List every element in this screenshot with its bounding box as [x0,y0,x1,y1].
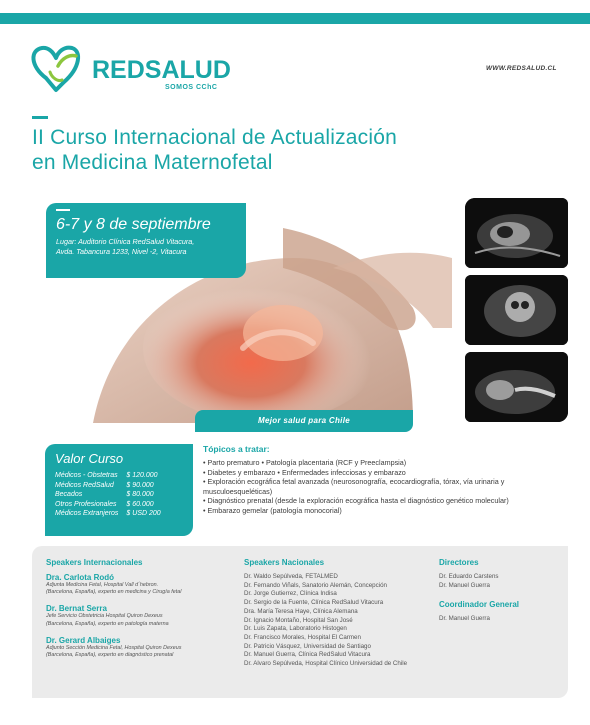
national-speaker: Dr. Francisco Morales, Hospital El Carmen [244,633,361,641]
speaker-name: Dra. Carlota Rodó [46,573,115,582]
coordinator-title: Coordinador General [439,600,520,610]
price-label: Becados [55,491,83,498]
topic-line: • Parto prematuro • Patología placentaria (RCF y Preeclampsia) [203,458,407,467]
topic-line: • Diabetes y embarazo • Enfermedades infecciosas y embarazo [203,467,406,477]
topic-line: • Exploración ecográfica fetal avanzada (neurosonografía, ecocardiografía, tórax, vía urinaria y [203,477,505,487]
speaker-desc-line: Adjunta Medicina Fetal, Hospital Vall d´hebron. [46,582,159,588]
national-speakers-column [244,558,444,669]
date-dash [56,209,70,211]
topics-title: Tópicos a tratar: [203,444,270,454]
speaker-desc-line: Adjunto Sección Medicina Fetal, Hospital Quiron Dexeus [46,644,182,651]
topics-section [203,444,573,516]
speakers-panel [32,546,568,698]
price-value: $ 80.000 [126,491,154,498]
event-info-box [46,203,246,278]
price-label: Médicos Extranjeros [55,510,119,517]
price-value: $ 120.000 [126,472,158,479]
national-speaker: Dr. Sergio de la Fuente, Clínica RedSalud Vitacura [244,599,384,607]
speaker-name: Dr. Bernat Serra [46,604,107,614]
ultrasound-image-2 [465,275,568,345]
website-link[interactable]: WWW.REDSALUD.CL [486,65,557,72]
price-table [55,471,161,519]
price-row [55,500,161,510]
national-speaker: Dr. Jorge Gutierrez, Clínica Indisa [244,590,337,598]
price-row [55,481,161,491]
ultrasound-image-3 [465,352,568,422]
brand-name: REDSALUD [92,56,231,84]
speaker-desc-line: (Barcelona, España), experto en medicina y Cirugía fetal [46,589,182,596]
topic-line: • Diagnóstico prenatal (desde la exploración ecográfica hasta el diagnóstico genético molecular) [203,496,509,506]
speaker-desc-line: Jefe Servicio Obstetricia Hospital Quiron Dexeus [46,613,163,620]
national-speaker: Dr. Fernando Viñals, Sanatorio Alemán, Concepción [244,581,387,589]
director-name: Dr. Eduardo Carstens [439,573,499,580]
event-location-2: Avda. Tabancura 1233, Nivel -2, Vitacura [56,247,187,256]
page-title [32,125,552,175]
national-speaker: Dr. Waldo Sepúlveda, FETALMED [244,573,338,580]
national-speaker: Dra. María Teresa Haye, Clínica Alemana [244,607,358,615]
price-title: Valor Curso [55,451,124,466]
price-value: $ USD 200 [126,510,161,517]
top-accent-bar [0,13,590,24]
price-row [55,509,161,519]
national-speaker: Dr. Luis Zapata, Laboratorio Histogen [244,625,347,633]
speaker-description [46,582,246,596]
price-box [45,444,193,536]
price-row [55,471,161,481]
title-dash [32,116,48,119]
brand-tagline: SOMOS CChC [165,84,218,91]
title-line-1: II Curso Internacional de Actualización [32,126,398,149]
event-date: 6-7 y 8 de septiembre [56,216,211,233]
national-speakers-title: Speakers Nacionales [244,558,325,567]
title-line-2: en Medicina Maternofetal [32,151,273,174]
price-label: Otros Profesionales [55,500,117,508]
directors-column [439,558,564,624]
national-speaker: Dr. Patricio Vásquez, Universidad de Santiago [244,642,371,650]
coordinator-name: Dr. Manuel Guerra [439,615,490,623]
price-label: Médicos - Obstetras [55,472,118,479]
international-speakers-title: Speakers Internacionales [46,558,143,567]
speaker-desc-line: (Barcelona, España), experto en diagnóstico prenatal [46,652,174,659]
director-name: Dr. Manuel Guerra [439,581,490,589]
topic-line: musculoesqueléticas) [203,486,273,496]
price-value: $ 90.000 [126,481,154,489]
ultrasound-image-1 [465,198,568,268]
price-value: $ 60.000 [126,500,154,508]
topic-line: • Embarazo gemelar (patología monocorial) [203,505,342,515]
speaker-desc-line: (Barcelona, España), experto en patología materna [46,620,169,627]
slogan-banner: Mejor salud para Chile [195,410,413,432]
international-speakers-column [46,558,246,667]
directors-title: Directores [439,558,479,567]
price-label: Médicos RedSalud [55,481,114,489]
speaker-name: Dr. Gerard Albaiges [46,635,121,645]
national-speaker: Dr. Alvaro Sepúlveda, Hospital Clínico Universidad de Chile [244,660,408,668]
speaker-description [46,613,246,627]
event-location-1: Lugar: Auditorio Clínica RedSalud Vitacura, [56,237,195,246]
national-speaker: Dr. Manuel Guerra, Clínica RedSalud Vitacura [244,651,371,659]
national-speaker: Dr. Ignacio Montaño, Hospital San José [244,616,353,624]
speaker-description [46,645,246,659]
price-row [55,490,161,500]
